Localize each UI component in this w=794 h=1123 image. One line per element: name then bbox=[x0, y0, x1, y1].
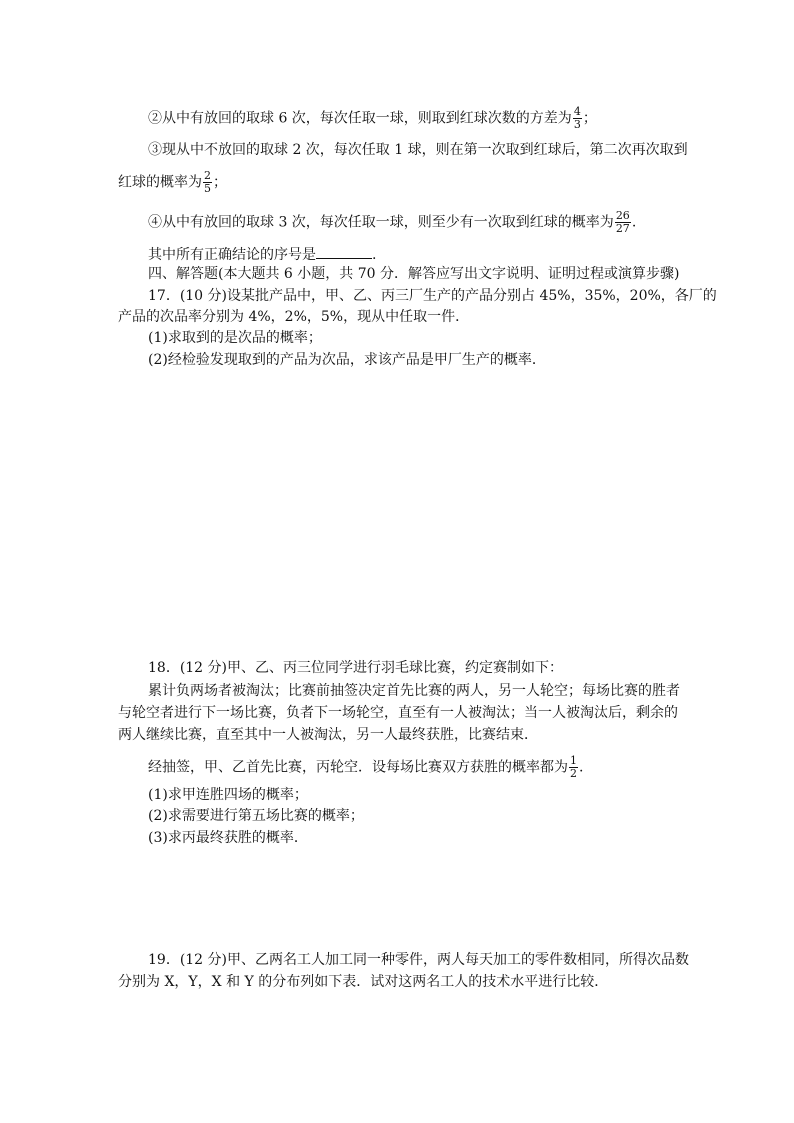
statement-2: ②从中有放回的取球 6 次，每次任取一球，则取到红球次数的方差为 $\frac{4}{3}$ ； bbox=[148, 105, 597, 131]
q19-line-2: 分别为 X，Y，X 和 Y 的分布列如下表．试对这两名工人的技术水平进行比较． bbox=[118, 974, 609, 990]
q18-line-3: 与轮空者进行下一场比赛，负者下一场轮空，直至有一人被淘汰；当一人被淘汰后，剩余的 bbox=[118, 705, 678, 721]
section-heading: 四、解答题(本大题共 6 小题，共 70 分．解答应写出文字说明、证明过程或演算步骤) bbox=[148, 266, 680, 282]
q18-line-4: 两人继续比赛，直至其中一人被淘汰，另一人最终获胜，比赛结束． bbox=[118, 727, 538, 743]
fraction: $\frac{4}{3}$ bbox=[573, 105, 581, 131]
answer-blank bbox=[316, 244, 372, 259]
statement-4: ④从中有放回的取球 3 次，每次任取一球，则至少有一次取到红球的概率为 $\frac{26}{27}$ . bbox=[148, 209, 637, 235]
q17-line-1: 17．(10 分)设某批产品中，甲、乙、丙三厂生产的产品分别占 45%，35%，20%，各厂的 bbox=[148, 288, 717, 304]
q18-part-2: (2)求需要进行第五场比赛的概率； bbox=[148, 808, 364, 824]
conclusion-line: 其中所有正确结论的序号是 . bbox=[148, 244, 376, 265]
statement-3-line-2: 红球的概率为 $\frac{2}{5}$ ； bbox=[118, 169, 227, 195]
q18-line-5: 经抽签，甲、乙首先比赛，丙轮空．设每场比赛双方获胜的概率都为 $\frac{1}{2}$ . bbox=[148, 754, 584, 780]
q17-part-1: (1)求取到的是次品的概率； bbox=[148, 330, 322, 346]
q17-line-2: 产品的次品率分别为 4%，2%，5%，现从中任取一件． bbox=[118, 309, 470, 325]
fraction: $\frac{2}{5}$ bbox=[204, 169, 211, 195]
q18-line-1: 18．(12 分)甲、乙、丙三位同学进行羽毛球比赛，约定赛制如下： bbox=[148, 660, 564, 676]
fraction: $\frac{1}{2}$ bbox=[570, 754, 577, 780]
q18-part-3: (3)求丙最终获胜的概率． bbox=[148, 830, 308, 846]
q18-part-1: (1)求甲连胜四场的概率； bbox=[148, 787, 308, 803]
q19-line-1: 19．(12 分)甲、乙两名工人加工同一种零件，两人每天加工的零件数相同，所得次品数 bbox=[148, 952, 690, 968]
fraction: $\frac{26}{27}$ bbox=[615, 209, 630, 235]
q18-line-2: 累计负两场者被淘汰；比赛前抽签决定首先比赛的两人，另一人轮空；每场比赛的胜者 bbox=[148, 683, 680, 699]
statement-3-line-1: ③现从中不放回的取球 2 次，每次任取 1 球，则在第一次取到红球后，第二次再次取到 bbox=[148, 142, 688, 158]
q17-part-2: (2)经检验发现取到的产品为次品，求该产品是甲厂生产的概率． bbox=[148, 352, 546, 368]
